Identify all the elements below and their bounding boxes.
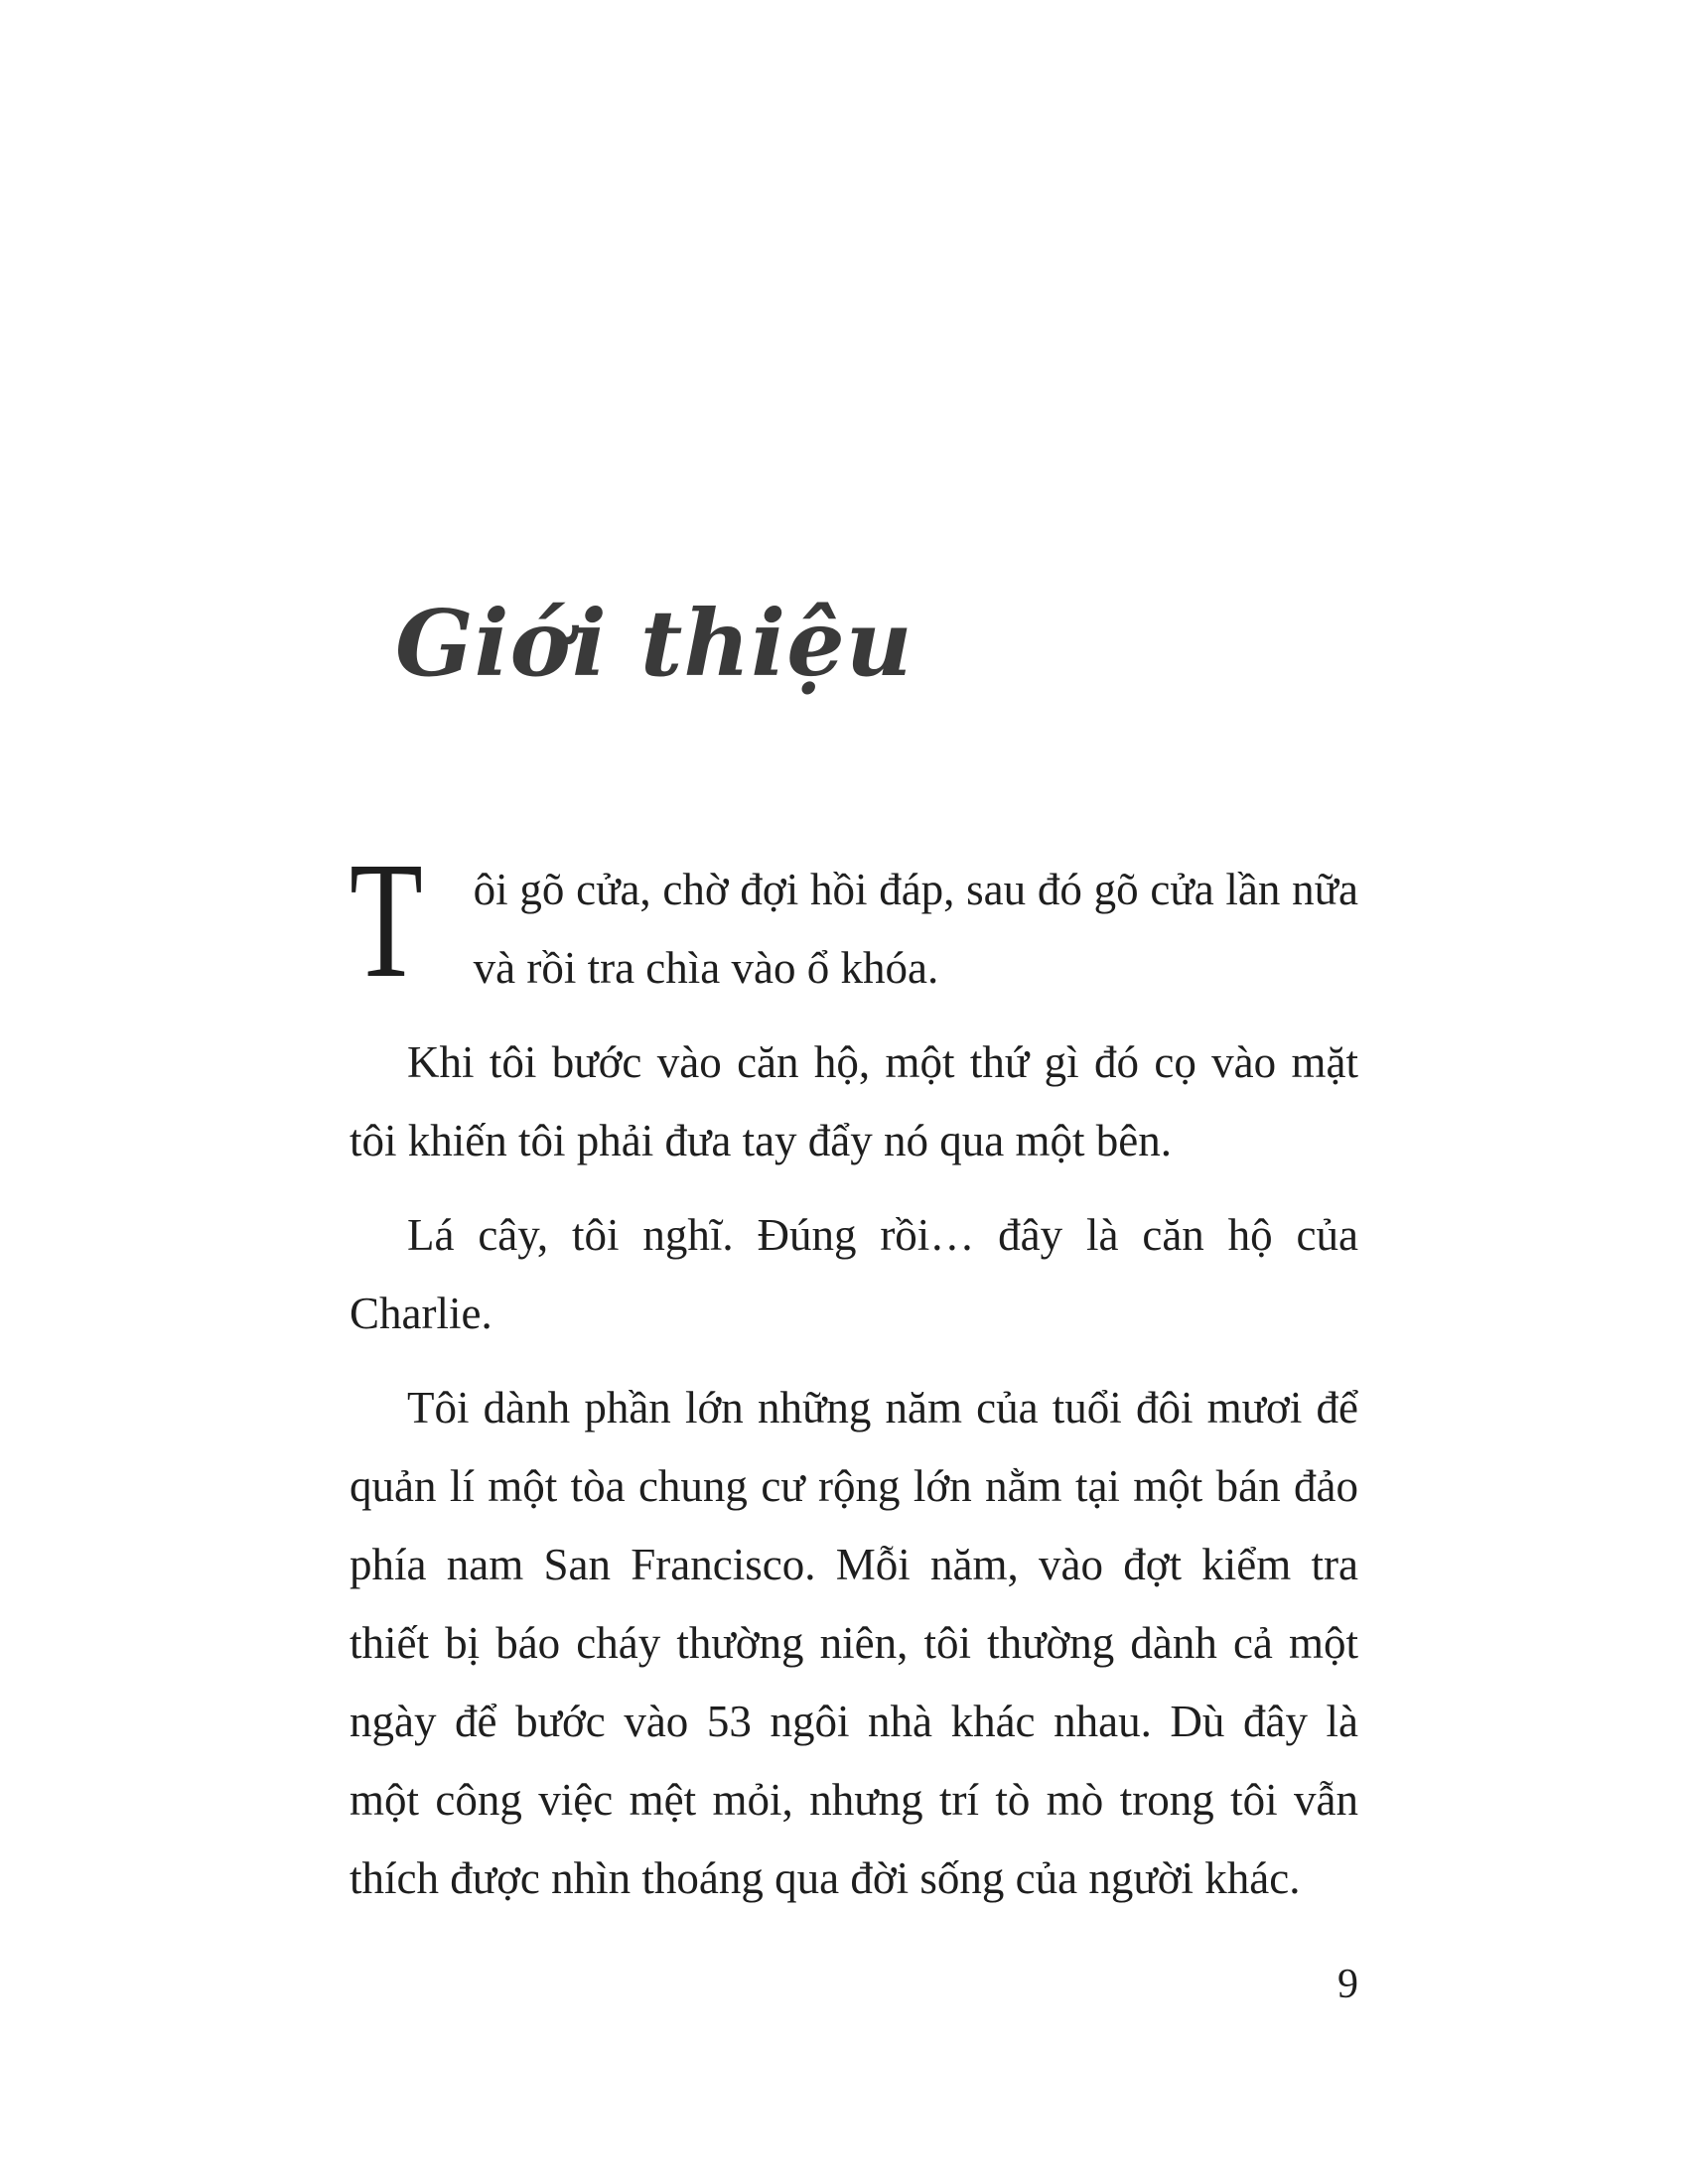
body-text: [350, 828, 1358, 2008]
intro-paragraph-text: ôi gõ cửa, chờ đợi hồi đáp, sau đó gõ cửa lần nữa và rồi tra chìa vào ổ khóa.: [473, 865, 1358, 994]
page-number: 9: [1337, 1962, 1358, 2008]
intro-paragraph: [350, 828, 1358, 1014]
text-block: [350, 590, 1358, 2008]
chapter-title: Giới thiệu: [395, 590, 914, 697]
paragraph: Khi tôi bước vào căn hộ, một thứ gì đó cọ vào mặt tôi khiến tôi phải đưa tay đẩy nó qua một bên.: [350, 1037, 1358, 1166]
paragraph: Tôi dành phần lớn những năm của tuổi đôi mươi để quản lí một tòa chung cư rộng lớn nằm tại một bán đảo phía nam San Francisco. Mỗi năm, vào đợt kiểm tra thiết bị báo cháy thường niên, tôi thường dành cả một ngày để bước vào 53 ngôi nhà khác nhau. Dù đây là một công việc mệt mỏi, nhưng trí tò mò trong tôi vẫn thích được nhìn thoáng qua đời sống của người khác.: [350, 1383, 1358, 1904]
dropcap-letter: T: [350, 828, 423, 1014]
paragraph: Lá cây, tôi nghĩ. Đúng rồi… đây là căn hộ của Charlie.: [350, 1210, 1358, 1339]
